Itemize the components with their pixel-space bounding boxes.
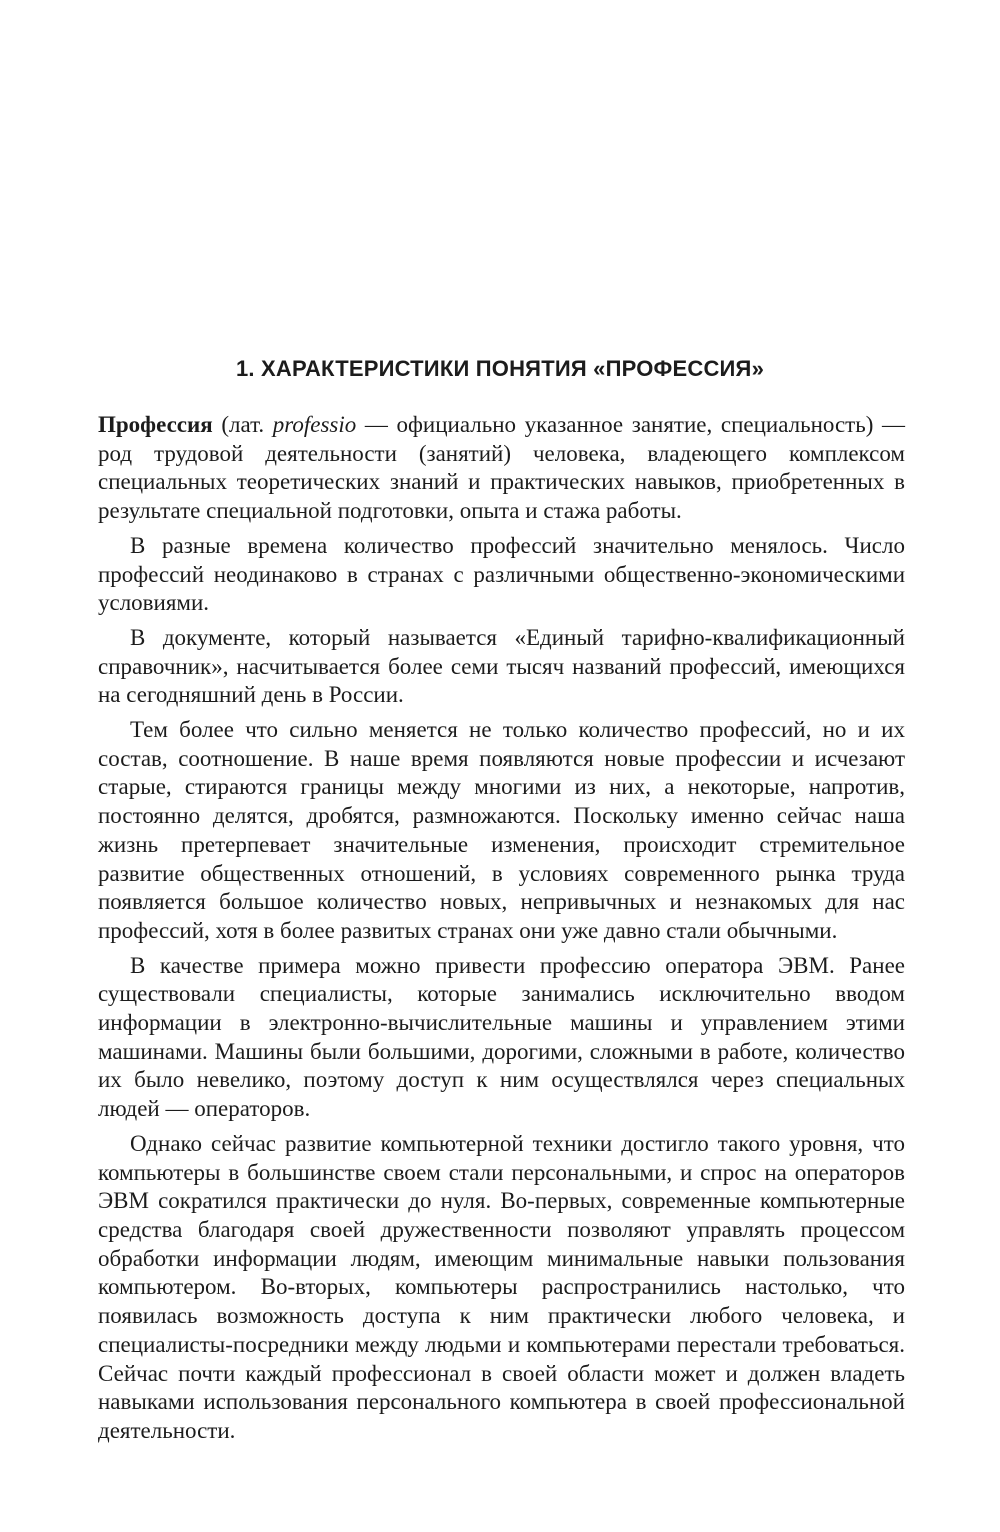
definition-paragraph	[98, 411, 905, 526]
definition-text: — официально указанное занятие, специальность) — род трудовой деятельности (занятий) человека, владеющего комплексом специальных теоретических знаний и практических навыков, приобретенных в результате специальной подготовки, опыта и стажа работы.	[98, 412, 905, 524]
paragraph: В разные времена количество профессий значительно менялось. Число профессий неодинаково в странах с различными общественно-экономическими условиями.	[98, 532, 905, 616]
definition-term: Профессия	[98, 412, 213, 437]
paragraph: Однако сейчас развитие компьютерной техники достигло такого уровня, что компьютеры в большинстве своем стали персональными, и спрос на операторов ЭВМ сократился практически до нуля. Во-первых, современные компьютерные средства благодаря своей дружественности позволяют управлять процессом обработки информации людям, имеющим минимальные навыки пользования компьютером. Во-вторых, компьютеры распространились настолько, что появилась возможность доступа к ним практически любого человека, и специалисты-посредники между людьми и компьютерами перестали требоваться. Сейчас почти каждый профессионал в своей области может и должен владеть навыками использования персонального компьютера в своей профессиональной деятельности.	[98, 1130, 905, 1443]
body-text	[98, 411, 905, 1452]
paragraph: В документе, который называется «Единый тарифно-квалификационный справочник», насчитывается более семи тысяч названий профессий, имеющихся на сегодняшний день в России.	[98, 624, 905, 708]
definition-lead: (лат.	[212, 412, 273, 437]
section-heading: 1. ХАРАКТЕРИСТИКИ ПОНЯТИЯ «ПРОФЕССИЯ»	[236, 356, 764, 381]
paragraph: В качестве примера можно привести профессию оператора ЭВМ. Ранее существовали специалисты, которые занимались исключительно вводом информации в электронно-вычислительные машины и управлением этими машинами. Машины были большими, дорогими, сложными в работе, количество их было невелико, поэтому доступ к ним осуществлялся через специальных людей — операторов.	[98, 952, 905, 1122]
paragraph: Тем более что сильно меняется не только количество профессий, но и их состав, соотношение. В наше время появляются новые профессии и исчезают старые, стираются границы между многими из них, а некоторые, напротив, постоянно делятся, дробятся, размножаются. Поскольку именно сейчас наша жизнь претерпевает значительные изменения, происходит стремительное развитие общественных отношений, в условиях современного рынка труда появляется большое количество новых, непривычных и незнакомых для нас профессий, хотя в более развитых странах они уже давно стали обычными.	[98, 717, 905, 943]
definition-latin: professio	[272, 412, 357, 437]
